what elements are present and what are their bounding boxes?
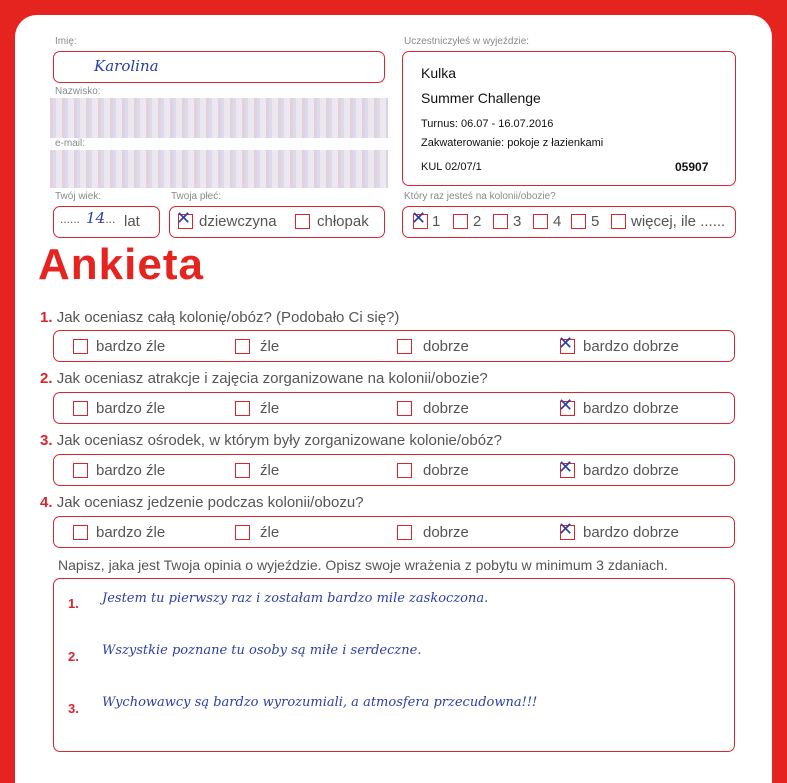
q4-option-very-bad[interactable] — [73, 525, 88, 540]
surname-redacted — [50, 98, 388, 138]
age-dots-after: .... — [102, 212, 116, 226]
q4-label-very-good: bardzo dobrze — [583, 524, 679, 541]
opinion-line-1: Jestem tu pierwszy raz i zostałam bardzo mile zaskoczona. — [102, 591, 489, 606]
times-group — [402, 206, 736, 238]
question-2-text: Jak oceniasz atrakcje i zajęcia zorganizowane na kolonii/obozie? — [56, 370, 488, 387]
q2-label-very-good: bardzo dobrze — [583, 400, 679, 417]
answer-row-1 — [53, 330, 735, 362]
q2-label-bad: źle — [260, 400, 280, 417]
check-mark-icon: ✕ — [558, 395, 574, 416]
age-label: Twój wiek: — [55, 191, 102, 202]
q3-option-very-bad[interactable] — [73, 463, 88, 478]
accommodation-label: Zakwaterowanie: — [421, 137, 505, 149]
check-mark-icon: ✕ — [411, 208, 427, 229]
q1-label-good: dobrze — [423, 338, 469, 355]
times-label-more: więcej, ile ...... — [631, 213, 726, 230]
q3-option-good[interactable] — [397, 463, 412, 478]
opinion-prompt: Napisz, jaka jest Twoja opinia o wyjeździe. Opisz swoje wrażenia z pobytu w minimum 3 zdaniach. — [58, 557, 668, 573]
times-label-3: 3 — [513, 213, 522, 230]
opinion-box[interactable] — [53, 578, 735, 752]
camp-number: 05907 — [675, 160, 709, 174]
check-mark-icon: ✕ — [558, 457, 574, 478]
opinion-line-2-number: 2. — [68, 649, 79, 664]
times-checkbox-4[interactable] — [533, 214, 548, 229]
gender-label-boy: chłopak — [317, 213, 369, 230]
gender-label: Twoja płeć: — [171, 191, 222, 202]
accommodation-value: pokoje z łazienkami — [507, 137, 604, 149]
opinion-line-3-number: 3. — [68, 701, 79, 716]
gender-label-girl: dziewczyna — [199, 213, 277, 230]
q3-label-very-good: bardzo dobrze — [583, 462, 679, 479]
times-label: Który raz jesteś na kolonii/obozie? — [404, 191, 556, 202]
times-checkbox-3[interactable] — [493, 214, 508, 229]
age-value: 14 — [86, 209, 106, 227]
q4-label-bad: źle — [260, 524, 280, 541]
age-unit: lat — [124, 213, 140, 230]
q3-label-good: dobrze — [423, 462, 469, 479]
opinion-line-3: Wychowawcy są bardzo wyrozumiali, a atmosfera przecudowna!!! — [102, 695, 538, 710]
q2-label-good: dobrze — [423, 400, 469, 417]
answer-row-2 — [53, 392, 735, 424]
camp-code: KUL 02/07/1 — [421, 161, 482, 173]
camp-name-line1: Kulka — [421, 65, 457, 81]
question-2-number: 2. — [40, 370, 53, 387]
times-label-5: 5 — [591, 213, 600, 230]
answer-row-4 — [53, 516, 735, 548]
question-2 — [40, 370, 488, 387]
q2-label-very-bad: bardzo źle — [96, 400, 166, 417]
survey-title: Ankieta — [38, 240, 204, 289]
turnus-row — [421, 118, 553, 130]
camp-label: Uczestniczyłeś w wyjeździe: — [404, 36, 530, 47]
turnus-value: 06.07 - 16.07.2016 — [460, 118, 554, 130]
name-value: Karolina — [94, 57, 159, 75]
q3-label-bad: źle — [260, 462, 280, 479]
times-checkbox-1[interactable] — [411, 208, 428, 229]
opinion-line-2: Wszystkie poznane tu osoby są miłe i serdeczne. — [102, 643, 422, 658]
opinion-line-1-number: 1. — [68, 596, 79, 611]
question-3-text: Jak oceniasz ośrodek, w którym były zorganizowane kolonie/obóz? — [56, 432, 502, 449]
email-label: e-mail: — [55, 138, 86, 149]
q1-label-bad: źle — [260, 338, 280, 355]
camp-name-line2: Summer Challenge — [421, 90, 541, 106]
q4-label-good: dobrze — [423, 524, 469, 541]
q4-label-very-bad: bardzo źle — [96, 524, 166, 541]
q2-option-bad[interactable] — [235, 401, 250, 416]
gender-checkbox-girl[interactable] — [176, 208, 193, 229]
age-field[interactable] — [53, 206, 160, 238]
question-4-number: 4. — [40, 494, 53, 511]
surname-label: Nazwisko: — [55, 86, 101, 97]
q1-option-good[interactable] — [397, 339, 412, 354]
q3-option-very-good[interactable] — [558, 457, 575, 478]
q4-option-very-good[interactable] — [558, 519, 575, 540]
q1-option-very-good[interactable] — [558, 333, 575, 354]
times-checkbox-5[interactable] — [571, 214, 586, 229]
times-checkbox-more[interactable] — [611, 214, 626, 229]
q1-label-very-good: bardzo dobrze — [583, 338, 679, 355]
check-mark-icon: ✕ — [176, 208, 192, 229]
q3-option-bad[interactable] — [235, 463, 250, 478]
question-1-text: Jak oceniasz całą kolonię/obóz? (Podobało Ci się?) — [56, 309, 400, 326]
question-3-number: 3. — [40, 432, 53, 449]
times-label-2: 2 — [473, 213, 482, 230]
q1-label-very-bad: bardzo źle — [96, 338, 166, 355]
check-mark-icon: ✕ — [558, 333, 574, 354]
name-field[interactable] — [53, 51, 385, 83]
question-1-number: 1. — [40, 309, 53, 326]
q2-option-very-good[interactable] — [558, 395, 575, 416]
gender-checkbox-boy[interactable] — [295, 214, 310, 229]
turnus-label: Turnus: — [421, 118, 458, 130]
check-mark-icon: ✕ — [558, 519, 574, 540]
age-dots-before: ...... — [60, 212, 81, 226]
name-label: Imię: — [55, 36, 77, 47]
times-label-4: 4 — [553, 213, 562, 230]
q4-option-bad[interactable] — [235, 525, 250, 540]
gender-group — [169, 206, 385, 238]
q2-option-good[interactable] — [397, 401, 412, 416]
times-label-1: 1 — [432, 213, 441, 230]
q4-option-good[interactable] — [397, 525, 412, 540]
question-3 — [40, 432, 502, 449]
camp-info-box — [402, 51, 736, 186]
answer-row-3 — [53, 454, 735, 486]
question-4 — [40, 494, 364, 511]
q3-label-very-bad: bardzo źle — [96, 462, 166, 479]
question-4-text: Jak oceniasz jedzenie podczas kolonii/obozu? — [56, 494, 364, 511]
times-checkbox-2[interactable] — [453, 214, 468, 229]
accommodation-row — [421, 137, 603, 149]
q2-option-very-bad[interactable] — [73, 401, 88, 416]
email-redacted — [50, 150, 388, 188]
question-1 — [40, 309, 399, 326]
q1-option-bad[interactable] — [235, 339, 250, 354]
q1-option-very-bad[interactable] — [73, 339, 88, 354]
